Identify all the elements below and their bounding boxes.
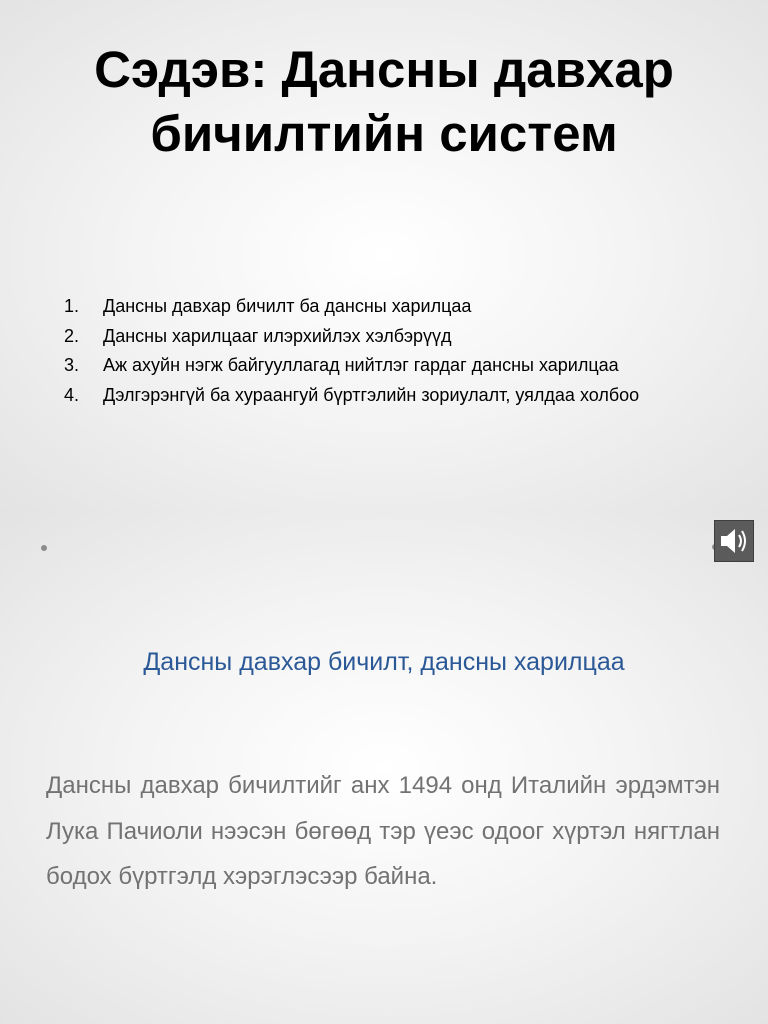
slide-subtitle: Дансны давхар бичилт, дансны харилцаа [143,648,625,676]
topic-text: Дансны давхар бичилт ба дансны харилцаа [103,296,472,316]
empty-bullet [41,545,47,551]
topic-list [64,292,639,410]
topic-number: 3. [64,355,80,375]
speaker-icon[interactable] [714,520,754,562]
speaker-icon-graphic [715,521,753,561]
topic-item [64,351,639,381]
topic-number: 1. [64,296,80,316]
topic-number: 4. [64,384,80,405]
topic-number: 2. [64,325,80,346]
slide-1 [0,0,768,511]
topic-item [64,292,639,322]
slide-2 [0,511,768,1024]
topic-item [64,381,639,411]
topic-text: Дэлгэрэнгүй ба хураангуй бүртгэлийн зориулалт, уялдаа холбоо [103,384,640,405]
slide-title: Сэдэв: Дансны давхар бичилтийн систем [94,41,674,162]
topic-item [64,322,639,352]
body-paragraph: Дансны давхар бичилтийг анх 1494 онд Италийн эрдэмтэн Лука Пачиоли нээсэн бөгөөд тэр үеэс одоог хүртэл нягтлан бодох бүртгэлд хэрэглэсээр байна. [46,772,720,890]
topic-text: Дансны харилцааг илэрхийлэх хэлбэрүүд [103,325,452,346]
topic-text: Аж ахуйн нэгж байгууллагад нийтлэг гардаг дансны харилцаа [103,355,619,375]
